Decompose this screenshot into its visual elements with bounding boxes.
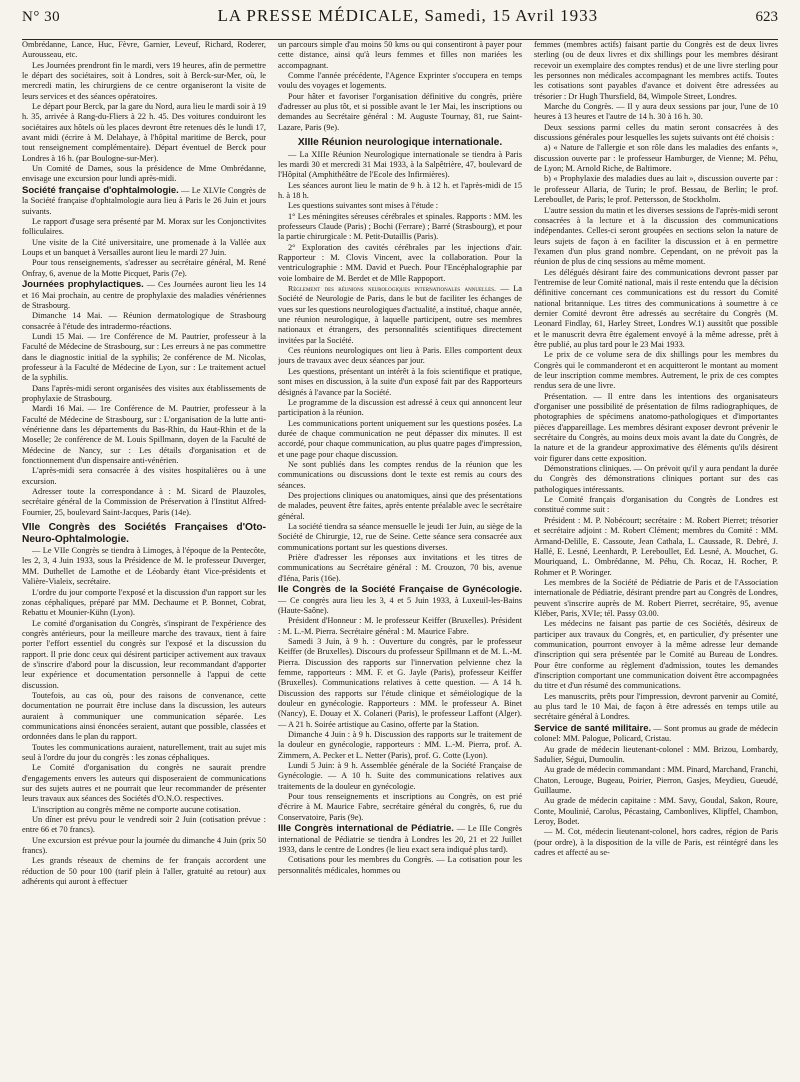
paragraph: Une visite de la Cité universitaire, une promenade à la Vallée aux Loups et un banquet à Versailles auront lieu le mardi 27 Juin. xyxy=(22,237,266,258)
paragraph: Dimanche 4 Juin : à 9 h. Discussion des rapports sur le traitement de la douleur en gynécologie, rapporteurs : MM. L.-M. Pierra, prof. A. Zimmern, A. Pecker et L. Netter (Paris), prof. G. Cotte (Lyon). xyxy=(278,730,522,760)
journal-name: LA PRESSE MÉDICALE, xyxy=(217,6,420,25)
paragraph: Les questions, présentant un intérêt à la fois scientifique et pratique, sont mises en discussion, à la suite d'un exposé fait par des Rapporteurs désignés à l'avance par la Société. xyxy=(278,366,522,397)
paragraph: Au grade de médecin commandant : MM. Pinard, Marchand, Franchi, Chaton, Lerouge, Bugeau, Poirier, Pierron, Gasjes, Meydieu, Gueudé, Guillaume. xyxy=(534,765,778,795)
paragraph: Un Comité de Dames, sous la présidence de Mme Ombrédanne, envisage une excursion pour lundi après-midi. xyxy=(22,164,266,184)
paragraph: Les Journées prendront fin le mardi, vers 19 heures, afin de permettre le départ des sociétaires, soit à Londres, soit à Berck-sur-Mer, où, le mercredi matin, les chirurgiens de ce centre organiseront la visite de leurs services et des séances opératoires. xyxy=(22,60,266,101)
page-number: 623 xyxy=(755,9,778,25)
paragraph: Le rapport d'usage sera présenté par M. Morax sur les Conjonctivites folliculaires. xyxy=(22,217,266,237)
column-2 xyxy=(278,40,522,1074)
paragraph: L'ordre du jour comporte l'exposé et la discussion d'un rapport sur les zonas céphaliques, préparé par MM. Dechaume et P. Bonnet, Cobrat, Rebattu et Mounier-Kühn (Lyon). xyxy=(22,587,266,618)
paragraph: — Ce congrès aura lieu les 3, 4 et 5 Juin 1933, à Luxeuil-les-Bains (Haute-Saône). xyxy=(278,595,522,615)
paragraph: Dans l'après-midi seront organisées des visites aux établissements de prophylaxie de Strasbourg. xyxy=(22,383,266,403)
section-heading: Journées prophylactiques. xyxy=(22,279,144,291)
paragraph: Le comité d'organisation du Congrès, s'inspirant de l'expérience des congrès antérieurs, pour la meilleure marche des travaux, tient à faire porter l'effort essentiel du congrès sur l'exposé et la discussion du rapport. Il prie donc ceux qui désirent participer activement aux travaux de s'inscrire d'abord pour la discussion, leur recommandant d'apporter leur expérience et documentation personnelle à l'appui de cette discussion. xyxy=(22,618,266,690)
paragraph: — Le VIIe Congrès se tiendra à Limoges, à l'époque de la Pentecôte, les 2, 3, 4 Juin 1933, sous la Présidence de M. le professeur Duverger, MM. Duthellet de Lamothe et de Léobardy étant Vice-présidents et Valière-Vialeix, secrétaire. xyxy=(22,546,266,587)
column-3 xyxy=(534,40,778,1074)
paragraph: Ne sont publiés dans les comptes rendus de la réunion que les communications ou discussions dont le texte est remis au cours des séances. xyxy=(278,459,522,490)
paragraph: Le Comité français d'organisation du Congrès de Londres est constitué comme suit : xyxy=(534,495,778,515)
paragraph: — Sont promus au grade de médecin colonel: MM. Palogue, Policard, Cristau. xyxy=(534,723,778,744)
paragraph: 2° Exploration des cavités cérébrales par les injections d'air. Rapporteur : M. Clovis Vincent, avec la collaboration. Pour la ventriculographie : MM. David et Puech. Pour l'Encéphalographie par voie lombaire de M. Berdet et de Mlle Rappoport. xyxy=(278,242,522,283)
paragraph: 1° Les méningites séreuses cérébrales et spinales. Rapports : MM. les professeurs Claude (Paris) ; Bochi (Ferrare) ; Barré (Strasbourg), et pour la partie chirurgicale : M. Petit-Dutaillis (Paris). xyxy=(278,211,522,242)
paragraph: — Le IIIe Congrès international de Pédiatrie se tiendra à Londres les 20, 21 et 22 Juillet 1933, dans le centre de Londres (le lieu exact sera indiqué plus tard). xyxy=(278,824,522,854)
paragraph: Des projections cliniques ou anatomiques, ainsi que des présentations de malades, peuvent être faites, après entente préalable avec le secrétaire général. xyxy=(278,490,522,521)
columns xyxy=(22,40,778,1074)
paragraph: Adresser toute la correspondance à : M. Sicard de Plauzoles, secrétaire général de la Commission de Préservation à l'Institut Alfred-Fournier, 25, boulevard Saint-Jacques, Paris (14e). xyxy=(22,487,266,517)
paragraph: Prière d'adresser les réponses aux invitations et les titres de communications au Secrétaire général : M. Crouzon, 70 bis, avenue d'Iéna, Paris (16e). xyxy=(278,553,522,583)
paragraph: Ombrédanne, Lance, Huc, Fèvre, Garnier, Leveuf, Richard, Roderer, Aurousseau, etc. xyxy=(22,40,266,60)
paragraph: Les questions suivantes sont mises à l'étude : xyxy=(288,201,439,211)
paragraph: Mardi 16 Mai. — 1re Conférence de M. Pautrier, professeur à la Faculté de Médecine de Strasbourg, sur : L'organisation de la lutte anti-vénérienne dans les départements du Bas-Rhin, du Haut-Rhin et de la Moselle; 2e conférence de M. Louis Spillmann, doyen de la Faculté de Médecine de Nancy, sur : Les détails d'organisation et de fonctionnement d'un dispensaire anti-vénérien. xyxy=(22,404,266,466)
section-heading: IIIe Congrès international de Pédiatrie. xyxy=(278,823,454,835)
paragraph: Lundi 5 Juin: à 9 h. Assemblée générale de la Société Française de Gynécologie. — A 10 h. Suite des communications relatives aux traitements de la douleur en gynécologie. xyxy=(278,761,522,791)
paragraph: — Le XLVIe Congrès de la Société française d'ophtalmologie aura lieu à Paris le 26 Juin et jours suivants. xyxy=(22,185,266,216)
paragraph: femmes (membres actifs) faisant partie du Congrès est de deux livres sterling (ou de deux livres et dix shillings pour les membres désirant recevoir un exemplaire des comptes rendus) et de une livre sterling pour les personnes non médicales accompagnant les membres actifs. Toutes les cotisations sont payables d'avance et doivent être adressées au trésorier : Dr Hugh Thursfield, 84, Wimpole Street, Londres. xyxy=(534,40,778,101)
paragraph: Comme l'année précédente, l'Agence Exprinter s'occupera en temps voulu des voyages et logements. xyxy=(278,71,522,91)
paragraph: — La XIIIe Réunion Neurologique internationale se tiendra à Paris les mardi 30 et mercredi 31 Mai 1933, à la Salpêtrière, 47, boulevard de l'Hôpital (Amphithéâtre de l'Ecole des Infirmières). xyxy=(278,149,522,180)
column-1 xyxy=(22,40,266,1074)
paragraph: Le Comité d'organisation du congrès ne saurait prendre d'engagements envers les auteurs qui disposeraient de communications sur des sujets autres et ne pourrait que leur recommander de présenter leurs travaux aux séances des Sociétés d'O.N.O. respectives. xyxy=(22,763,266,804)
paragraph: Pour tous renseignements et inscriptions au Congrès, on est prié d'écrire à M. Maurice Fabre, secrétaire général du congrès, 6, rue du Conservatoire, Paris (9e). xyxy=(278,792,522,822)
paragraph: La société tiendra sa séance mensuelle le jeudi 1er Juin, au siège de la Société de Chirurgie, 12, rue de Seine. Cette séance sera consacrée aux communications portant sur les questions diverses. xyxy=(278,521,522,552)
paragraph: Présentation. — Il entre dans les intentions des organisateurs d'organiser une possibilité de présentation de films radiographiques, de photographies de spécimens anatomo-pathologiques et d'importantes pièces d'appareillage. Les membres désirant exposer devront prévenir le secrétaire du Congrès, au moins deux mois avant la date du Congrès, de la nature et de la grandeur approximative des éléments qu'ils désirent voir figurer dans cette exposition. xyxy=(534,391,778,463)
paragraph: Le programme de la discussion est adressé à ceux qui annoncent leur participation à la réunion. xyxy=(278,397,522,418)
paragraph: Les membres de la Société de Pédiatrie de Paris et de l'Association internationale de Pédiatrie, désirant prendre part au Congrès de Londres, peuvent s'inscrire auprès de M. Robert Pierret, secrétaire, 95, avenue Kléber, Paris, XVIe; tél. Passy 03.00. xyxy=(534,577,778,618)
paragraph: Au grade de médecin capitaine : MM. Savy, Goudal, Sakon, Roure, Conte, Moulinié, Carolus, Pécastaing, Cambonlives, Klipffel, Chambon, Leroy, Bodet. xyxy=(534,796,778,826)
paragraph: Un dîner est prévu pour le vendredi soir 2 Juin (cotisation prévue : entre 66 et 70 francs). xyxy=(22,815,266,835)
section-heading: IIe Congrès de la Société Française de Gynécologie. xyxy=(278,584,522,596)
paragraph: Toutefois, au cas où, pour des raisons de convenance, cette documentation ne pourrait être incluse dans la discussion, les auteurs auraient à communiquer une communication séparée. Les communications ainsi énoncées seraient, autant que possible, classées et ordonnées dans le plan du rapport. xyxy=(22,690,266,742)
paragraph: L'après-midi sera consacrée à des visites hospitalières ou à une excursion. xyxy=(22,466,266,486)
paragraph: Président d'Honneur : M. le professeur Keiffer (Bruxelles). Président : M. L.-M. Pierra. Secrétaire général : M. Maurice Fabre. xyxy=(278,616,522,636)
masthead xyxy=(217,6,598,26)
paragraph: Dimanche 14 Mai. — Réunion dermatologique de Strasbourg consacrée à l'étude des intradermo-réactions. xyxy=(22,311,266,331)
paragraph: L'autre session du matin et les diverses sessions de l'après-midi seront consacrées à la lecture et à la discussion des communications indépendantes. Celles-ci seront groupées en sections selon la nature de leurs sujets de façon à en faciliter la discussion et à en permettre l'examen d'un plus grand nombre. Cependant, on ne prévoit pas la réunion de plus de cinq sessions au même moment. xyxy=(534,205,778,267)
paragraph: Toutes les communications auraient, naturellement, trait au sujet mis seul à l'ordre du jour du congrès : les zonas céphaliques. xyxy=(22,742,266,762)
issue-number: N° 30 xyxy=(22,9,61,25)
paragraph: Les manuscrits, prêts pour l'impression, devront parvenir au Comité, au plus tard le 10 Mai, de façon à être adressés en temps utile au secrétaire général à Londres. xyxy=(534,691,778,722)
paragraph: Une excursion est prévue pour la journée du dimanche 4 Juin (prix 50 francs). xyxy=(22,835,266,856)
paragraph: Les grands réseaux de chemins de fer français accordent une réduction de 50 pour 100 (tarif plein à l'aller, gratuité au retour) aux adhérents qui auront à effectuer xyxy=(22,856,266,887)
paragraph: un parcours simple d'au moins 50 kms ou qui consentiront à payer pour cette distance, ainsi qu'à leurs femmes et filles non mariées les accompagnant. xyxy=(278,40,522,70)
paragraph: Les séances auront lieu le matin de 9 h. à 12 h. et l'après-midi de 15 h. à 18 h. xyxy=(278,180,522,200)
section-heading: Service de santé militaire. xyxy=(534,722,652,734)
paragraph: b) « Prophylaxie des maladies dues au lait », discussion ouverte par : le professeur Allaria, de Turin; le prof. Bessau, de Berlin; le prof. Lereboullet, de Paris; le prof. Pettersson, de Stockholm. xyxy=(534,174,778,205)
paragraph: Au grade de médecin lieutenant-colonel : MM. Brizou, Lombardy, Sadulier, Ségui, Dumoulin. xyxy=(534,744,778,764)
paragraph: Démonstrations cliniques. — On prévoit qu'il y aura pendant la durée du Congrès des démonstrations cliniques portant sur des cas pathologiques intéressants. xyxy=(534,464,778,494)
paragraph: Président : M. P. Nobécourt; secrétaire : M. Robert Pierret; trésorier et secrétaire adjoint : M. Robert Clément; membres du Comité : MM. Armand-Delille, E. Cassoute, Jean Cathala, L. Caussade, R. Debré, J. Hallé, E. Lesné, Leenhardt, P. Lereboullet, Ed. Lesné, A. Mouchet, G. Mouriquand, L. Ombrédanne, M. Péhu, Ch. Rocaz, H. Rocher, P. Rohmer et P. Woringer. xyxy=(534,515,778,577)
paragraph: Les délégués désirant faire des communications devront passer par l'entremise de leur Comité national, mais il reste entendu que la décision définitive concernant ces communications est du ressort du Comité national britannique. Les titres des communications à soumettre à ce dernier Comité devront être adressés au secrétaire du Congrès (M. Leonard Findlay, 61, Harley Street, Londres W.1) aussitôt que possible et le manuscrit devra être également envoyé à la même adresse, prêt à être publié, au plus tard pour le 23 Mai 1933. xyxy=(534,267,778,349)
paragraph: Lundi 15 Mai. — 1re Conférence de M. Pautrier, professeur à la Faculté de Médecine de Strasbourg, sur : Les erreurs à ne pas commettre dans le diagnostic initial de la syphilis; 2e conférence de M. Nicolas, professeur à la Faculté de Médecine de Lyon, sur : Le traitement actuel de la syphilis. xyxy=(22,331,266,383)
paragraph: Pour hâter et favoriser l'organisation définitive du congrès, prière d'adresser au plus tôt, et si possible avant le 1er Mai, les inscriptions ou demandes au Secrétaire général : M. Auguste Tournay, 81, rue Saint-Lazare, Paris (9e). xyxy=(278,91,522,132)
subheading: Règlement des réunions neurologiques internationales annuelles. xyxy=(288,284,496,294)
paragraph: Marche du Congrès. — Il y aura deux sessions par jour, l'une de 10 heures à 13 heures et l'autre de 14 h. 30 à 16 h. 30. xyxy=(534,102,778,122)
page-header xyxy=(22,6,778,40)
paragraph: Ces réunions neurologiques ont lieu à Paris. Elles comportent deux jours de travaux avec deux séances par jour. xyxy=(278,346,522,366)
paragraph: — M. Cot, médecin lieutenant-colonel, hors cadres, région de Paris (pour ordre), à la disposition de la ville de Paris, est réintégré dans les cadres et affecté au se- xyxy=(534,827,778,857)
section-heading: Société française d'ophtalmologie. xyxy=(22,184,179,196)
section xyxy=(278,284,522,346)
paragraph: Les médecins ne faisant pas partie de ces Sociétés, désireux de participer aux travaux du Congrès, et, en particulier, d'y présenter une communication, pourront envoyer à la même adresse leur demande d'inscription qui sera présentée par le Comité au Bureau de Londres. Pour être conforme au règlement d'admission, toutes les demandes d'inscription comportant une communication doivent être accompagnées du titre et d'un résumé des communications. xyxy=(534,619,778,691)
paragraph: Samedi 3 Juin, à 9 h. : Ouverture du congrès, par le professeur Keiffer (de Bruxelles). Discours du professeur Spillmann et de M. L.-M. Pierra. Discussion des rapports sur l'innervation pelvienne chez la femme, rapporteurs : MM. F. et G. Jayle (Paris), professeur Keiffer (Bruxelles). Communications relatives à cette question. — A 14 h. Discussion des rapports sur l'étude clinique et séméiologique de la douleur en gynécologie. Rapporteurs : MM. le professeur A. Binet (Nancy), E. Douay et X. Colaneri (Paris), le professeur Laffont (Alger). — A 21 h. Soirée artistique au Casino, offerte par la Station. xyxy=(278,636,522,729)
paragraph: — La Société de Neurologie de Paris, dans le but de faciliter les échanges de vues sur les questions neurologiques d'actualité, a institué, chaque année, une réunion neurologique, à laquelle participent, outre ses membres nationaux et étrangers, des personnalités scientifiques directement invitées par la Société. xyxy=(278,284,522,345)
section-heading: VIIe Congrès des Sociétés Françaises d'Oto-Neuro-Ophtalmologie. xyxy=(22,522,266,545)
paragraph: Le prix de ce volume sera de dix shillings pour les membres du Congrès qui le commanderont et en acquitteront le montant au moment de leur inscription comme membres. Autrement, le prix de ces comptes rendus sera de une livre. xyxy=(534,350,778,391)
paragraph: Cotisations pour les membres du Congrès. — La cotisation pour les personnalités médicales, hommes ou xyxy=(278,855,522,875)
issue-date: Samedi, 15 Avril 1933 xyxy=(424,6,599,25)
paragraph: Le départ pour Berck, par la gare du Nord, aura lieu le mardi soir à 19 h. 35, arrivée à Rang-du-Fliers à 22 h. 45. Des voitures conduiront les sociétaires aux hôtels où les places devront être retenues dès le lundi 17, avant midi (écrire à M. Delahaye, à l'hôpital maritime de Berck, pour tout renseignement complémentaire). Départ éventuel de Berck pour Londres à 16 h. (par Boulogne-sur-Mer). xyxy=(22,102,266,163)
section-heading: XIIIe Réunion neurologique internationale. xyxy=(297,137,503,149)
paragraph: — Ces Journées auront lieu les 14 et 16 Mai prochain, au centre de prophylaxie des maladies vénériennes de Strasbourg. xyxy=(22,280,266,310)
paragraph: a) « Nature de l'allergie et son rôle dans les maladies des enfants », discussion ouverte par : le professeur Hamburger, de Vienne; M. Péhu, de Lyon; M. Arnold Riche, de Baltimore. xyxy=(534,143,778,174)
paragraph: L'inscription au congrès même ne comporte aucune cotisation. xyxy=(32,804,241,814)
paragraph: Les communications portent uniquement sur les questions posées. La durée de chaque communication ne peut dépasser dix minutes. Il est accordé, pour chaque communication, au plus quatre pages d'impression, et une page pour chaque discussion. xyxy=(278,418,522,459)
paragraph: Pour tous renseignements, s'adresser au secrétaire général, M. René Onfray, 6, avenue de la Motte Picquet, Paris (7e). xyxy=(22,258,266,278)
paragraph: Deux sessions parmi celles du matin seront consacrées à des discussions générales pour lesquelles les sujets suivants ont été choisis : xyxy=(534,122,778,143)
